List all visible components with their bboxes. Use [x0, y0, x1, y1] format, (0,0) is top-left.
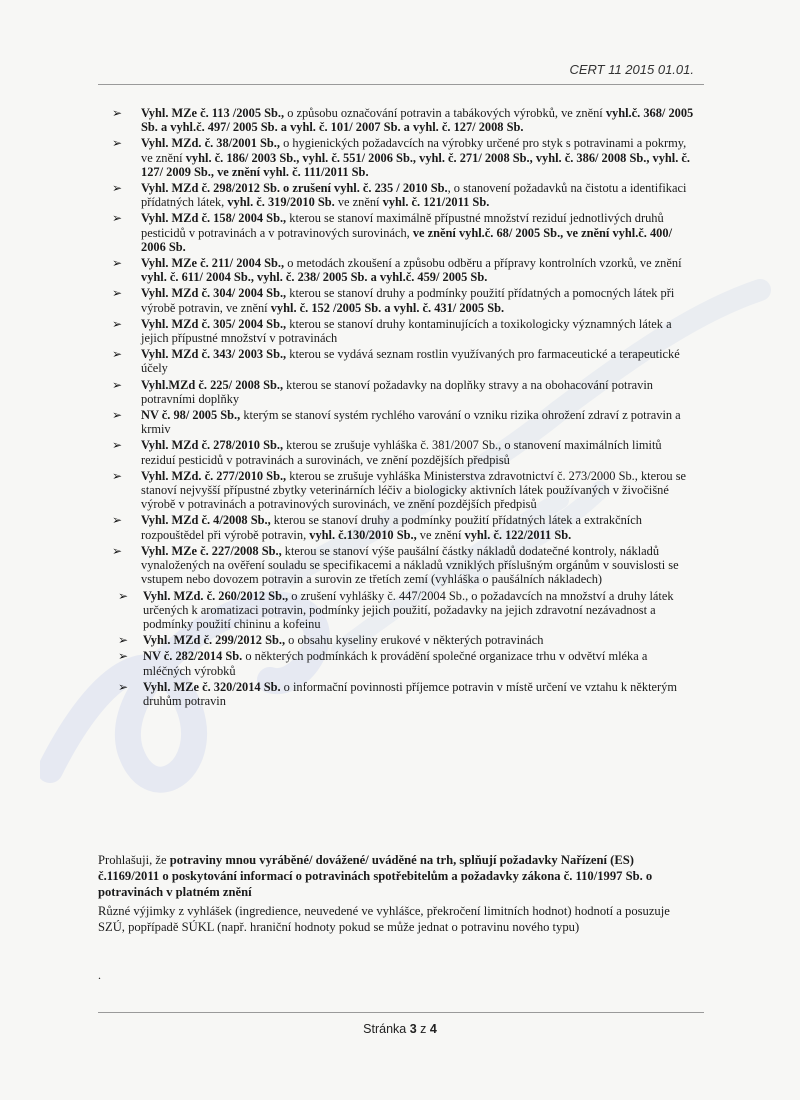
arrow-bullet-icon: ➢	[112, 316, 123, 331]
declaration-paragraph	[98, 852, 698, 900]
arrow-bullet-icon: ➢	[112, 181, 123, 196]
stray-mark: .	[98, 968, 101, 982]
citation-bold: NV č. 98/ 2005 Sb.,	[141, 408, 241, 423]
citation-bold: vyhl. č. 319/2010 Sb.	[227, 195, 335, 210]
citation-text: kterou se vydává seznam rostlin využívaných pro farmaceutické a terapeutické účely	[141, 347, 680, 376]
list-item	[114, 589, 698, 632]
citation-bold: vyhl.č. 368/ 2005 Sb. a vyhl.č. 497/ 2005 Sb. a vyhl. č. 101/ 2007 Sb. a vyhl. č. 127/ 2008 Sb.	[141, 106, 694, 135]
arrow-bullet-icon: ➢	[118, 679, 129, 694]
list-item	[108, 286, 698, 314]
list-item	[108, 408, 698, 436]
list-item-text	[141, 544, 698, 587]
list-item-text	[141, 136, 698, 179]
list-item	[108, 136, 698, 179]
arrow-bullet-icon: ➢	[112, 408, 123, 423]
citation-bold: NV č. 282/2014 Sb.	[143, 649, 243, 664]
list-item-text	[143, 589, 698, 632]
header-rule	[98, 84, 704, 85]
list-item	[108, 544, 698, 587]
page-label: Stránka	[363, 1022, 407, 1036]
list-item-text	[141, 378, 698, 406]
list-item-text	[141, 256, 698, 284]
citation-text: o metodách zkoušení a způsobu odběru a přípravy kontrolních vzorků, ve znění	[284, 256, 682, 271]
arrow-bullet-icon: ➢	[112, 136, 123, 151]
list-item-text	[141, 513, 698, 541]
list-item	[108, 438, 698, 466]
page-separator: z	[420, 1022, 427, 1036]
citation-bold: vyhl. č. 186/ 2003 Sb., vyhl. č. 551/ 2006 Sb., vyhl. č. 271/ 2008 Sb., vyhl. č. 386/ 2008 Sb., vyhl. č. 127/ 2009 Sb., ve znění vyhl. č. 111/2011 Sb.	[141, 150, 691, 179]
citation-bold: Vyhl. MZe č. 211/ 2004 Sb.,	[141, 256, 285, 271]
citation-bold: Vyhl.MZd č. 225/ 2008 Sb.,	[141, 377, 284, 392]
list-item	[114, 680, 698, 708]
citation-text: ve znění	[416, 527, 465, 542]
page-footer	[0, 1022, 800, 1036]
citation-bold: Vyhl. MZd č. 299/2012 Sb.,	[143, 633, 286, 648]
citation-bold: Vyhl. MZd č. 278/2010 Sb.,	[141, 438, 284, 453]
arrow-bullet-icon: ➢	[112, 377, 123, 392]
citation-text: kterou se stanoví maximálně přípustné množství reziduí jednotlivých druhů pesticidů v potravinách a v potravinových surovinách,	[141, 211, 664, 240]
citation-text: o způsobu označování potravin a tabákových výrobků, ve znění	[284, 106, 606, 120]
citation-text: kterou se stanoví druhy a podmínky použití přídatných látek a extrakčních rozpouštědel při výrobě potravin,	[141, 513, 642, 542]
list-item	[108, 469, 698, 512]
citation-text: o hygienických požadavcích na výrobky určené pro styk s potravinami a pokrmy, ve znění	[141, 136, 687, 165]
citation-text: kterým se stanoví systém rychlého varování o vzniku rizika ohrožení zdraví z potravin a krmiv	[141, 408, 681, 437]
page-total: 4	[429, 1022, 437, 1036]
document-code: CERT 11 2015 01.01.	[569, 62, 694, 77]
arrow-bullet-icon: ➢	[118, 633, 129, 648]
list-item-text	[141, 286, 698, 314]
list-item-text	[141, 469, 698, 512]
citation-bold: Vyhl. MZd č. 305/ 2004 Sb.,	[141, 316, 287, 331]
arrow-bullet-icon: ➢	[112, 543, 123, 558]
list-item	[108, 211, 698, 254]
citation-text: ve znění	[334, 195, 383, 210]
citation-text: o obsahu kyseliny erukové v některých potravinách	[285, 633, 544, 648]
citation-text: kterou se zrušuje vyhláška Ministerstva zdravotnictví č. 273/2000 Sb., kterou se stanoví nejvyšší přípustné zbytky veterinárních léčiv a biologicky aktivních látek používaných v živočišné výrobě v potravinách a potravinových surovinách, ve znění pozdějších předpisů	[141, 468, 687, 512]
citation-bold: vyhl. č. 121/2011 Sb.	[382, 195, 490, 210]
citation-text: kterou se stanoví druhy a podmínky použití přídatných a pomocných látek při výrobě potravin, ve znění	[141, 286, 675, 315]
arrow-bullet-icon: ➢	[112, 468, 123, 483]
arrow-bullet-icon: ➢	[112, 211, 123, 226]
citation-bold: vyhl. č. 611/ 2004 Sb., vyhl. č. 238/ 2005 Sb. a vyhl.č. 459/ 2005 Sb.	[141, 270, 488, 285]
list-item-text	[141, 347, 698, 375]
citation-text: kterou se stanoví výše paušální částky nákladů dodatečné kontroly, nákladů vynaložených na ověření souladu se specifikacemi a nákladů vzniklých příslušným orgánům v souvislosti se vstupem nebo dovozem potravin a surovin ze třetích zemí (vyhláška o paušálních nákladech)	[141, 543, 679, 587]
list-item	[108, 317, 698, 345]
list-item-text	[141, 181, 698, 209]
arrow-bullet-icon: ➢	[112, 513, 123, 528]
list-item-text	[143, 680, 698, 708]
citation-text: o zrušení vyhlášky č. 447/2004 Sb., o požadavcích na množství a druhy látek určených k aromatizaci potravin, podmínky jejich použití, požadavky na jejich zdravotní nezávadnost a podmínky použití chininu a kofeinu	[143, 588, 674, 631]
citation-bold: Vyhl. MZd. č. 38/2001 Sb.,	[141, 136, 280, 151]
citation-bold: Vyhl. MZd. č. 277/2010 Sb.,	[141, 468, 287, 483]
list-item	[114, 649, 698, 677]
list-item	[108, 347, 698, 375]
citation-bold: Vyhl. MZd č. 343/ 2003 Sb.,	[141, 347, 287, 362]
citation-bold: Vyhl. MZd. č. 260/2012 Sb.,	[143, 588, 289, 603]
list-item-text	[143, 633, 698, 647]
page-current: 3	[409, 1022, 417, 1036]
declaration-bold: potraviny mnou vyráběné/ dovážené/ uváděné na trh, splňují požadavky Nařízení (ES) č.1169/2011 o poskytování informací o potravinách spotřebitelům a požadavky zákona č. 110/1997 Sb. o potravinách v platném znění	[98, 853, 653, 899]
citation-bold: Vyhl. MZd č. 298/2012 Sb. o zrušení vyhl. č. 235 / 2010 Sb.	[141, 181, 448, 196]
citation-bold: Vyhl. MZe č. 113 /2005 Sb.,	[141, 106, 285, 120]
footer-rule	[98, 1012, 704, 1013]
citation-text: o některých podmínkách k provádění společné organizace trhu v odvětví mléka a mléčných výrobků	[143, 649, 648, 678]
list-item-text	[141, 211, 698, 254]
citation-bold: ve znění vyhl.č. 68/ 2005 Sb., ve znění vyhl.č. 400/ 2006 Sb.	[141, 225, 673, 254]
citation-bold: Vyhl. MZe č. 227/2008 Sb.,	[141, 543, 282, 558]
citation-text: kterou se stanoví požadavky na doplňky stravy a na obohacování potravin potravními doplňky	[141, 377, 653, 406]
arrow-bullet-icon: ➢	[112, 438, 123, 453]
list-item-text	[143, 649, 698, 677]
arrow-bullet-icon: ➢	[112, 256, 123, 271]
citation-bold: Vyhl. MZd č. 4/2008 Sb.,	[141, 513, 271, 528]
citation-bold: vyhl. č. 152 /2005 Sb. a vyhl. č. 431/ 2005 Sb.	[270, 300, 505, 315]
list-item	[108, 181, 698, 209]
list-item	[108, 513, 698, 541]
arrow-bullet-icon: ➢	[112, 286, 123, 301]
arrow-bullet-icon: ➢	[118, 588, 129, 603]
declaration-prefix: Prohlašuji, že	[98, 853, 170, 867]
list-item-text	[141, 408, 698, 436]
list-item-text	[141, 317, 698, 345]
citation-text: , o stanovení požadavků na čistotu a identifikaci přídatných látek,	[141, 181, 687, 210]
list-item-text	[141, 438, 698, 466]
arrow-bullet-icon: ➢	[112, 106, 123, 120]
citation-text: kterou se stanoví druhy kontaminujících a toxikologicky významných látek a jejich přípustné množství v potravinách	[141, 316, 672, 346]
list-item	[114, 633, 698, 647]
arrow-bullet-icon: ➢	[118, 649, 129, 664]
exceptions-note: Různé výjimky z vyhlášek (ingredience, neuvedené ve vyhlášce, překročení limitních hodnot) hodnotí a posuzuje SZÚ, popřípadě SÚKL (např. hraniční hodnoty pokud se může jednat o potravinu nového typu)	[98, 904, 670, 934]
citation-bold: vyhl. č. 122/2011 Sb.	[464, 527, 572, 542]
citation-bold: Vyhl. MZd č. 158/ 2004 Sb.,	[141, 211, 287, 226]
list-item	[108, 256, 698, 284]
legislation-list	[108, 106, 698, 710]
citation-text: o informační povinnosti příjemce potravin v místě určení ve vztahu k některým druhům potravin	[143, 679, 677, 708]
citation-bold: Vyhl. MZe č. 320/2014 Sb.	[143, 679, 281, 694]
list-item	[108, 378, 698, 406]
citation-bold: Vyhl. MZd č. 304/ 2004 Sb.,	[141, 286, 287, 301]
citation-text: kterou se zrušuje vyhláška č. 381/2007 Sb., o stanovení maximálních limitů reziduí pesticidů v potravinách a surovinách, ve znění pozdějších předpisů	[141, 438, 662, 467]
list-item-text	[141, 106, 698, 134]
list-item	[108, 106, 698, 134]
citation-bold: vyhl. č.130/2010 Sb.,	[309, 527, 417, 542]
arrow-bullet-icon: ➢	[112, 347, 123, 362]
